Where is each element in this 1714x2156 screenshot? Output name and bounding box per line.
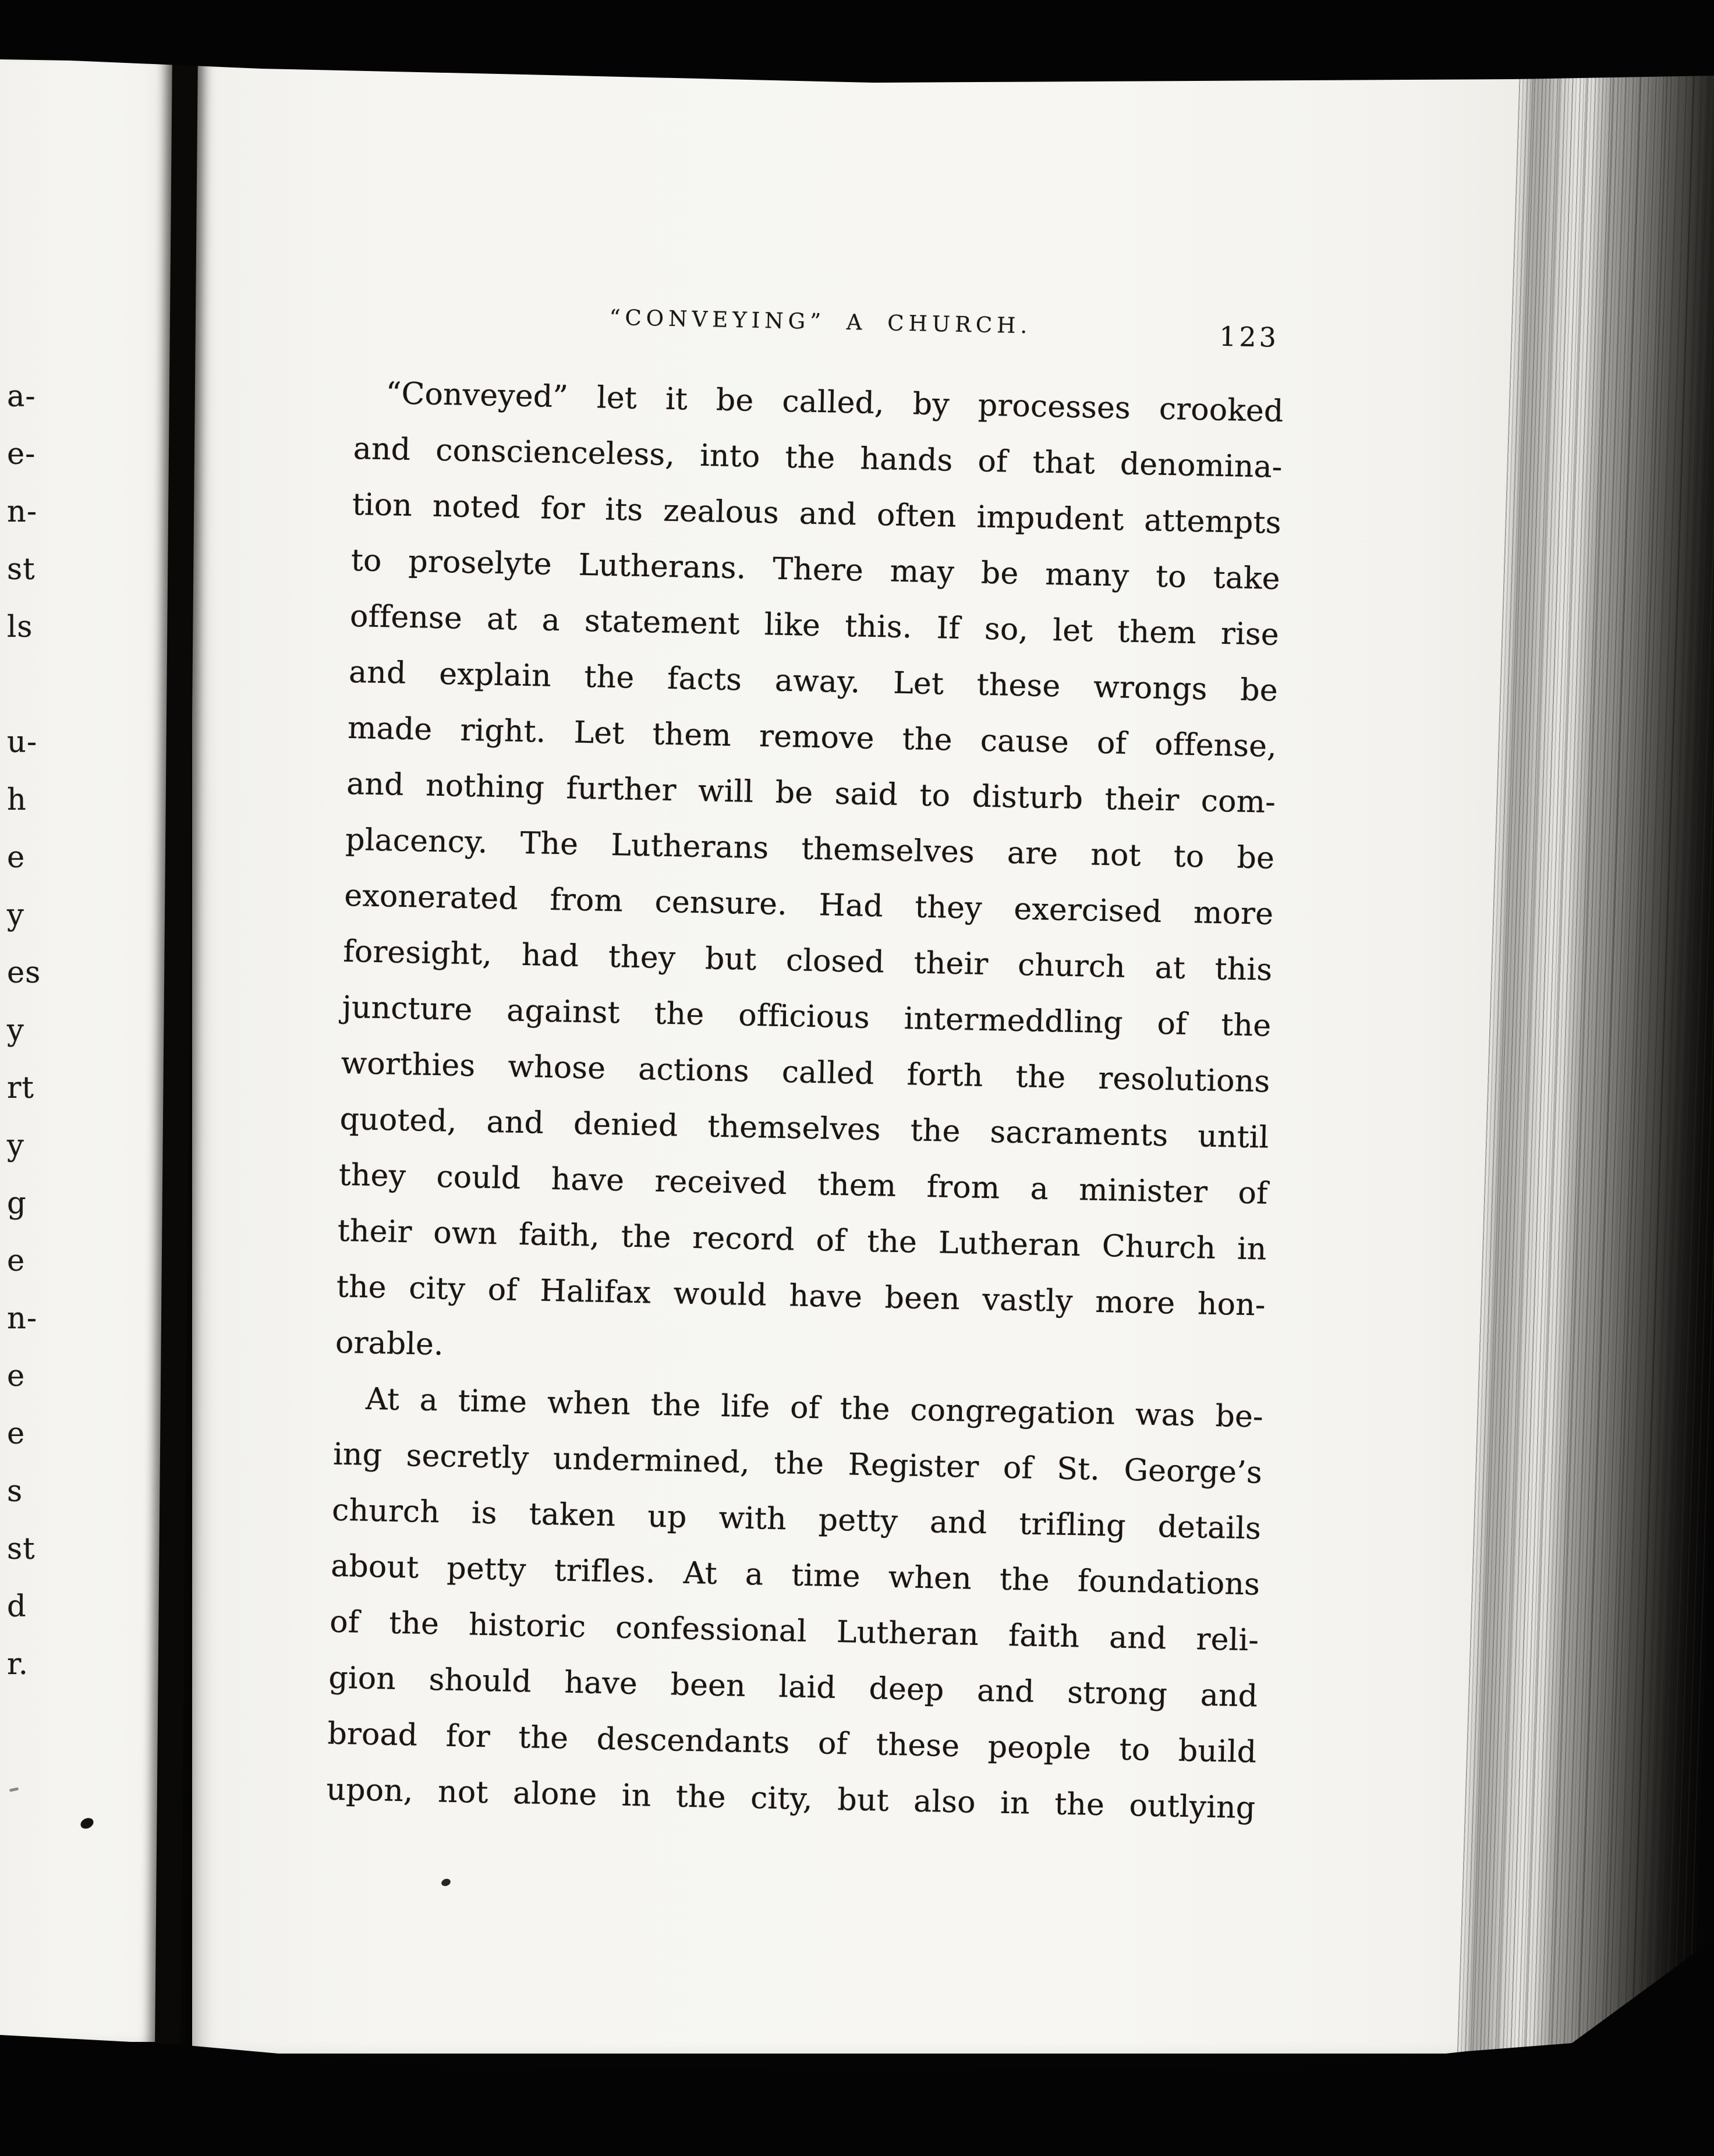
book-page	[192, 56, 1549, 2054]
text-line: quoted, and denied themselves the sacraments until	[339, 1101, 1270, 1155]
facing-page-line-fragments	[7, 368, 41, 1693]
text-line: At a time when the life of the congregation was be-	[365, 1381, 1264, 1435]
facing-page-text-fragment: es	[7, 956, 41, 990]
text-line: gion should have been laid deep and strong and	[328, 1660, 1258, 1714]
text-line: church is taken up with petty and trifling details	[331, 1492, 1262, 1547]
text-line: worthies whose actions called forth the resolutions	[341, 1045, 1270, 1100]
facing-page-text-fragment: st	[7, 1532, 36, 1566]
facing-page-text-fragment: e-	[7, 437, 36, 471]
facing-page-text-fragment: h	[7, 783, 27, 817]
facing-page-text-fragment: e	[7, 1359, 26, 1393]
facing-page-text-fragment: g	[7, 1186, 27, 1221]
facing-page-text-fragment: r.	[7, 1647, 29, 1682]
facing-page-text-fragment: y	[7, 1129, 24, 1163]
text-line: juncture against the officious intermeddling of the	[341, 990, 1272, 1044]
text-line: offense at a statement like this. If so, let them rise	[349, 598, 1280, 653]
page-number: 123	[1219, 320, 1280, 353]
page-text-block	[324, 300, 1286, 1924]
facing-page-text-fragment: e	[7, 841, 26, 875]
text-line: broad for the descendants of these people to build	[327, 1716, 1257, 1770]
text-line: and explain the facts away. Let these wrongs be	[348, 654, 1279, 708]
text-line: their own faith, the record of the Lutheran Church in	[337, 1213, 1267, 1267]
facing-page-text-fragment: u-	[7, 725, 38, 760]
text-line: foresight, had they but closed their church at this	[342, 934, 1273, 988]
facing-page-blank-line	[7, 656, 41, 714]
facing-page-text-fragment: n-	[7, 1302, 38, 1336]
text-line: placency. The Lutherans themselves are not to be	[345, 822, 1275, 876]
text-line: and conscienceless, into the hands of that denomina-	[353, 431, 1283, 485]
facing-page-text-fragment: a-	[7, 380, 36, 414]
text-line: about petty trifles. At a time when the foundations	[330, 1548, 1260, 1602]
text-line: exonerated from censure. Had they exercised more	[343, 878, 1274, 932]
page-body	[326, 365, 1284, 1836]
text-line: they could have received them from a minister of	[338, 1157, 1269, 1211]
text-line: ing secretly undermined, the Register of St. George’s	[332, 1437, 1263, 1491]
facing-page-text-fragment: st	[7, 552, 36, 587]
facing-page-text-fragment: d	[7, 1590, 27, 1624]
text-line: made right. Let them remove the cause of offense,	[347, 710, 1277, 764]
facing-page-text-fragment: e	[7, 1417, 26, 1451]
text-line: “Conveyed” let it be called, by processes crooked	[385, 376, 1284, 429]
text-line: tion noted for its zealous and often impudent attempts	[352, 487, 1282, 541]
facing-page-text-fragment: ls	[7, 610, 33, 644]
facing-page-text-fragment: n-	[7, 495, 38, 529]
facing-page-edge	[0, 55, 176, 2042]
facing-page-text-fragment: y	[7, 1013, 24, 1048]
running-head-title: “CONVEYING” A CHURCH.	[609, 304, 1032, 339]
text-line: of the historic confessional Lutheran faith and reli-	[329, 1604, 1259, 1658]
text-line: orable.	[335, 1325, 444, 1363]
text-line: to proselyte Lutherans. There may be many to take	[350, 542, 1281, 597]
text-line: and nothing further will be said to disturb their com-	[346, 766, 1276, 820]
facing-page-text-fragment: rt	[7, 1071, 34, 1105]
text-line: the city of Halifax would have been vastly more hon-	[336, 1269, 1266, 1323]
facing-page-text-fragment: e	[7, 1244, 26, 1278]
facing-page-text-fragment: s	[7, 1474, 23, 1509]
facing-page-text-fragment: y	[7, 898, 24, 932]
text-line: upon, not alone in the city, but also in the outlying	[326, 1772, 1256, 1826]
